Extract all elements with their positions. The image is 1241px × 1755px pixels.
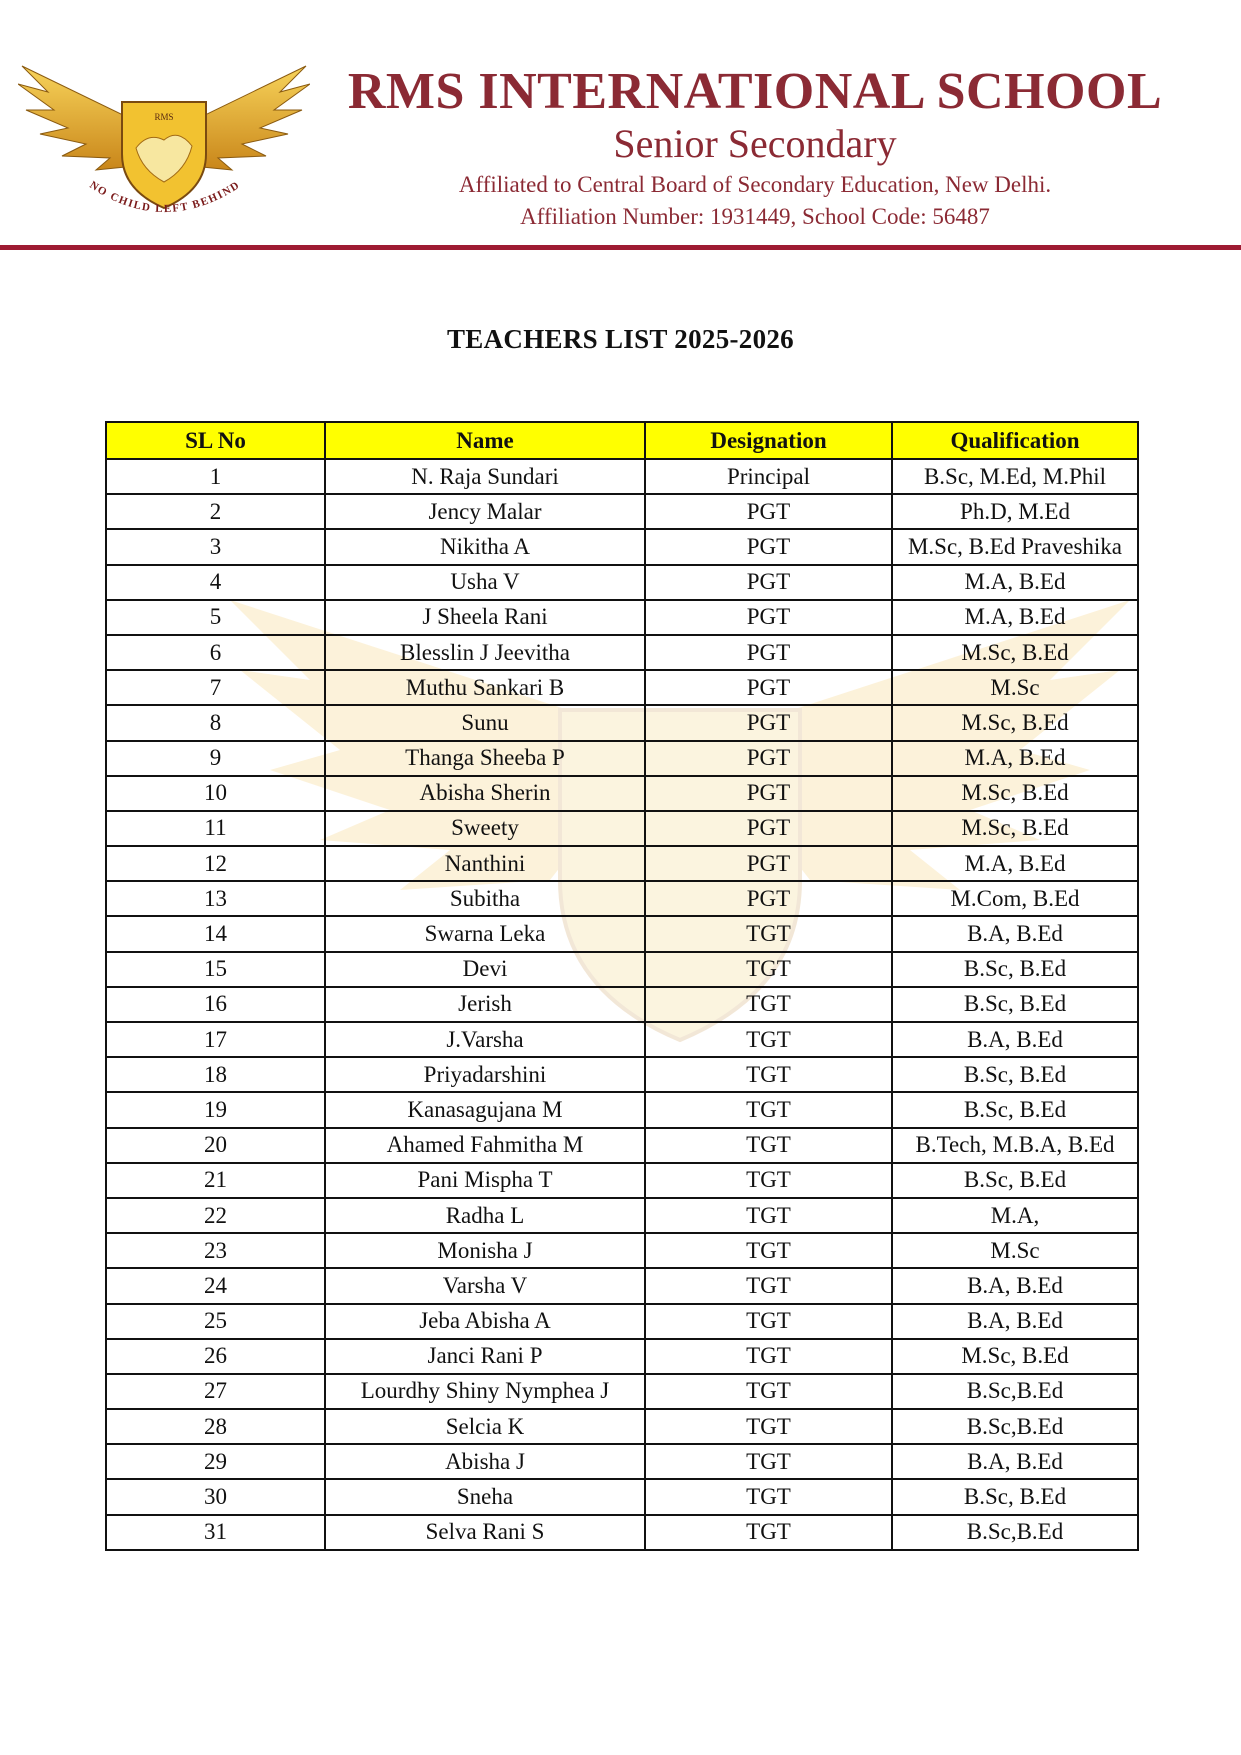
table-header-row xyxy=(106,422,1138,459)
cell-designation: PGT xyxy=(645,670,892,705)
cell-sl-no: 20 xyxy=(106,1128,325,1163)
cell-qualification: B.Sc, B.Ed xyxy=(892,1163,1138,1198)
table-row xyxy=(106,1268,1138,1303)
cell-name: Sneha xyxy=(325,1479,645,1514)
table-row xyxy=(106,1374,1138,1409)
cell-name: J Sheela Rani xyxy=(325,600,645,635)
header-name: Name xyxy=(325,422,645,459)
cell-designation: PGT xyxy=(645,565,892,600)
cell-name: Abisha J xyxy=(325,1444,645,1479)
cell-qualification: M.Sc xyxy=(892,670,1138,705)
cell-qualification: M.A, B.Ed xyxy=(892,600,1138,635)
cell-name: Swarna Leka xyxy=(325,916,645,951)
cell-name: N. Raja Sundari xyxy=(325,459,645,494)
cell-qualification: M.Sc, B.Ed xyxy=(892,1339,1138,1374)
cell-name: Jeba Abisha A xyxy=(325,1304,645,1339)
table-row xyxy=(106,987,1138,1022)
cell-name: Sweety xyxy=(325,811,645,846)
cell-name: Blesslin J Jeevitha xyxy=(325,635,645,670)
cell-designation: PGT xyxy=(645,529,892,564)
table-row xyxy=(106,705,1138,740)
cell-qualification: M.Sc, B.Ed Praveshika xyxy=(892,529,1138,564)
cell-name: Selcia K xyxy=(325,1409,645,1444)
cell-sl-no: 12 xyxy=(106,846,325,881)
cell-name: Ahamed Fahmitha M xyxy=(325,1128,645,1163)
table-row xyxy=(106,1198,1138,1233)
cell-sl-no: 6 xyxy=(106,635,325,670)
table-row xyxy=(106,811,1138,846)
cell-qualification: M.Sc, B.Ed xyxy=(892,776,1138,811)
table-row xyxy=(106,1304,1138,1339)
cell-sl-no: 15 xyxy=(106,952,325,987)
cell-name: Varsha V xyxy=(325,1268,645,1303)
cell-sl-no: 30 xyxy=(106,1479,325,1514)
table-row xyxy=(106,881,1138,916)
cell-designation: PGT xyxy=(645,741,892,776)
table-row xyxy=(106,1057,1138,1092)
cell-sl-no: 19 xyxy=(106,1092,325,1127)
header-designation: Designation xyxy=(645,422,892,459)
cell-sl-no: 9 xyxy=(106,741,325,776)
table-row xyxy=(106,741,1138,776)
cell-qualification: M.A, B.Ed xyxy=(892,846,1138,881)
cell-designation: TGT xyxy=(645,1374,892,1409)
cell-sl-no: 11 xyxy=(106,811,325,846)
cell-sl-no: 18 xyxy=(106,1057,325,1092)
cell-name: Kanasagujana M xyxy=(325,1092,645,1127)
cell-qualification: B.Sc, B.Ed xyxy=(892,1092,1138,1127)
cell-designation: TGT xyxy=(645,916,892,951)
cell-sl-no: 17 xyxy=(106,1022,325,1057)
document-title: TEACHERS LIST 2025-2026 xyxy=(447,324,794,354)
cell-designation: TGT xyxy=(645,1268,892,1303)
cell-name: Abisha Sherin xyxy=(325,776,645,811)
table-row xyxy=(106,1479,1138,1514)
cell-designation: TGT xyxy=(645,1479,892,1514)
cell-qualification: B.Sc,B.Ed xyxy=(892,1374,1138,1409)
cell-sl-no: 23 xyxy=(106,1233,325,1268)
cell-sl-no: 5 xyxy=(106,600,325,635)
teachers-table-body xyxy=(106,459,1138,1550)
cell-sl-no: 28 xyxy=(106,1409,325,1444)
cell-name: Janci Rani P xyxy=(325,1339,645,1374)
cell-qualification: M.Sc, B.Ed xyxy=(892,811,1138,846)
cell-sl-no: 25 xyxy=(106,1304,325,1339)
cell-qualification: B.A, B.Ed xyxy=(892,916,1138,951)
cell-qualification: B.Sc,B.Ed xyxy=(892,1409,1138,1444)
cell-sl-no: 13 xyxy=(106,881,325,916)
cell-name: Muthu Sankari B xyxy=(325,670,645,705)
cell-sl-no: 31 xyxy=(106,1515,325,1550)
cell-sl-no: 2 xyxy=(106,494,325,529)
school-subtitle: Senior Secondary xyxy=(613,121,897,166)
table-row xyxy=(106,529,1138,564)
logo-motto: NO CHILD LEFT BEHIND xyxy=(87,178,243,216)
cell-qualification: B.Tech, M.B.A, B.Ed xyxy=(892,1128,1138,1163)
cell-qualification: M.Com, B.Ed xyxy=(892,881,1138,916)
cell-sl-no: 22 xyxy=(106,1198,325,1233)
cell-qualification: B.Sc, B.Ed xyxy=(892,987,1138,1022)
cell-designation: PGT xyxy=(645,600,892,635)
cell-designation: TGT xyxy=(645,952,892,987)
teachers-table xyxy=(105,421,1139,1551)
cell-designation: TGT xyxy=(645,987,892,1022)
cell-name: Lourdhy Shiny Nymphea J xyxy=(325,1374,645,1409)
cell-qualification: B.Sc,B.Ed xyxy=(892,1515,1138,1550)
cell-name: Nikitha A xyxy=(325,529,645,564)
cell-sl-no: 24 xyxy=(106,1268,325,1303)
school-logo-icon xyxy=(18,62,310,232)
cell-designation: PGT xyxy=(645,846,892,881)
cell-qualification: B.A, B.Ed xyxy=(892,1268,1138,1303)
cell-qualification: B.Sc, B.Ed xyxy=(892,1057,1138,1092)
table-row xyxy=(106,600,1138,635)
cell-qualification: M.A, B.Ed xyxy=(892,565,1138,600)
cell-sl-no: 4 xyxy=(106,565,325,600)
cell-sl-no: 27 xyxy=(106,1374,325,1409)
cell-designation: TGT xyxy=(645,1515,892,1550)
cell-name: Jency Malar xyxy=(325,494,645,529)
table-row xyxy=(106,494,1138,529)
cell-designation: TGT xyxy=(645,1057,892,1092)
table-row xyxy=(106,565,1138,600)
table-row xyxy=(106,1022,1138,1057)
cell-sl-no: 16 xyxy=(106,987,325,1022)
cell-designation: TGT xyxy=(645,1233,892,1268)
cell-designation: PGT xyxy=(645,811,892,846)
table-row xyxy=(106,952,1138,987)
cell-designation: PGT xyxy=(645,635,892,670)
cell-name: Selva Rani S xyxy=(325,1515,645,1550)
table-row xyxy=(106,1515,1138,1550)
cell-designation: PGT xyxy=(645,494,892,529)
affiliation-number-line: Affiliation Number: 1931449, School Code: 56487 xyxy=(520,204,990,229)
cell-designation: PGT xyxy=(645,881,892,916)
cell-sl-no: 21 xyxy=(106,1163,325,1198)
cell-sl-no: 7 xyxy=(106,670,325,705)
table-row xyxy=(106,916,1138,951)
cell-designation: TGT xyxy=(645,1444,892,1479)
cell-sl-no: 10 xyxy=(106,776,325,811)
table-row xyxy=(106,670,1138,705)
cell-sl-no: 29 xyxy=(106,1444,325,1479)
cell-designation: TGT xyxy=(645,1092,892,1127)
cell-designation: TGT xyxy=(645,1409,892,1444)
cell-qualification: M.A, B.Ed xyxy=(892,741,1138,776)
cell-name: Subitha xyxy=(325,881,645,916)
table-row xyxy=(106,1163,1138,1198)
cell-name: Nanthini xyxy=(325,846,645,881)
cell-name: Pani Mispha T xyxy=(325,1163,645,1198)
school-name: RMS INTERNATIONAL SCHOOL xyxy=(347,63,1163,120)
cell-designation: TGT xyxy=(645,1128,892,1163)
cell-name: Jerish xyxy=(325,987,645,1022)
cell-name: Priyadarshini xyxy=(325,1057,645,1092)
table-row xyxy=(106,1339,1138,1374)
header-sl-no: SL No xyxy=(106,422,325,459)
cell-qualification: M.Sc, B.Ed xyxy=(892,635,1138,670)
cell-qualification: B.A, B.Ed xyxy=(892,1304,1138,1339)
cell-designation: TGT xyxy=(645,1339,892,1374)
table-row xyxy=(106,1092,1138,1127)
cell-sl-no: 8 xyxy=(106,705,325,740)
cell-qualification: B.Sc, B.Ed xyxy=(892,1479,1138,1514)
cell-name: Devi xyxy=(325,952,645,987)
cell-qualification: Ph.D, M.Ed xyxy=(892,494,1138,529)
table-row xyxy=(106,1409,1138,1444)
table-row xyxy=(106,1233,1138,1268)
cell-designation: PGT xyxy=(645,776,892,811)
cell-name: Radha L xyxy=(325,1198,645,1233)
cell-designation: Principal xyxy=(645,459,892,494)
cell-sl-no: 3 xyxy=(106,529,325,564)
cell-designation: PGT xyxy=(645,705,892,740)
cell-name: Usha V xyxy=(325,565,645,600)
table-row xyxy=(106,1444,1138,1479)
cell-name: Sunu xyxy=(325,705,645,740)
letterhead xyxy=(0,0,1241,250)
affiliation-line: Affiliated to Central Board of Secondary Education, New Delhi. xyxy=(458,172,1052,197)
table-row xyxy=(106,776,1138,811)
header-divider xyxy=(0,245,1241,250)
cell-designation: TGT xyxy=(645,1163,892,1198)
logo-badge-text: RMS xyxy=(154,112,174,122)
cell-qualification: B.A, B.Ed xyxy=(892,1444,1138,1479)
cell-designation: TGT xyxy=(645,1022,892,1057)
cell-name: Monisha J xyxy=(325,1233,645,1268)
cell-qualification: B.A, B.Ed xyxy=(892,1022,1138,1057)
cell-sl-no: 14 xyxy=(106,916,325,951)
table-row xyxy=(106,1128,1138,1163)
table-row xyxy=(106,635,1138,670)
table-row xyxy=(106,459,1138,494)
cell-designation: TGT xyxy=(645,1304,892,1339)
cell-sl-no: 26 xyxy=(106,1339,325,1374)
cell-qualification: M.Sc xyxy=(892,1233,1138,1268)
cell-designation: TGT xyxy=(645,1198,892,1233)
cell-name: J.Varsha xyxy=(325,1022,645,1057)
cell-qualification: B.Sc, B.Ed xyxy=(892,952,1138,987)
cell-name: Thanga Sheeba P xyxy=(325,741,645,776)
cell-qualification: B.Sc, M.Ed, M.Phil xyxy=(892,459,1138,494)
header-qualification: Qualification xyxy=(892,422,1138,459)
cell-qualification: M.Sc, B.Ed xyxy=(892,705,1138,740)
table-row xyxy=(106,846,1138,881)
cell-qualification: M.A, xyxy=(892,1198,1138,1233)
cell-sl-no: 1 xyxy=(106,459,325,494)
